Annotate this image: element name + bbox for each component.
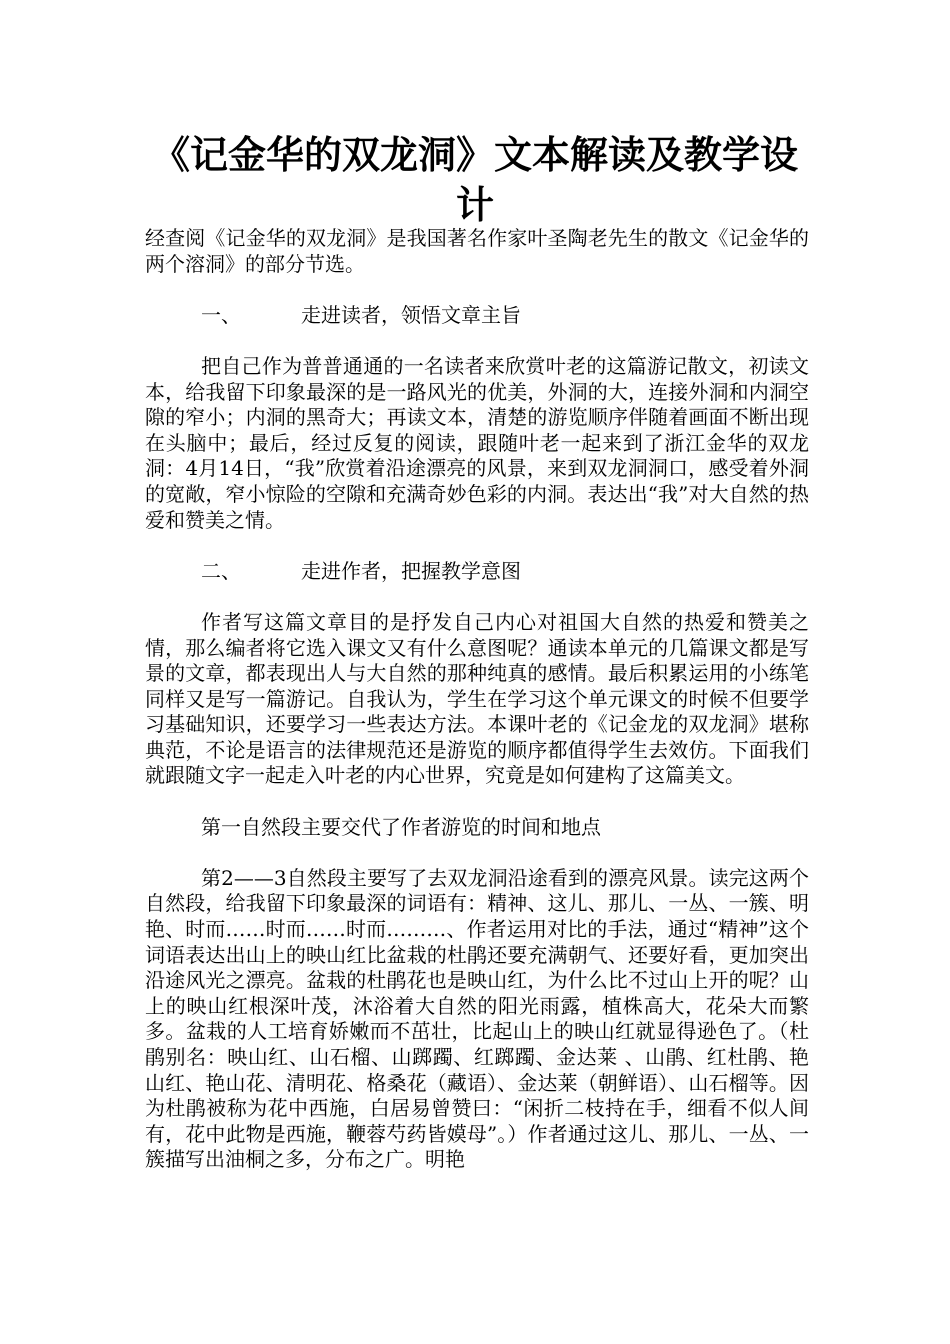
spacer: [145, 789, 809, 815]
document-body: [145, 226, 809, 1173]
section-number: 一、: [201, 302, 241, 327]
paragraph-4: 第2——3自然段主要写了去双龙洞沿途看到的漂亮风景。读完这两个自然段，给我留下印象最深的词语有：精神、这儿、那儿、一丛、一簇、明艳、时而……时而……时而………、作者运用对比的手法，通过“精神”这个词语表达出山上的映山红比盆栽的杜鹃还要充满朝气、还要好看，更加突出沿途风光之漂亮。盆栽的杜鹃花也是映山红，为什么比不过山上开的呢？山上的映山红根深叶茂，沐浴着大自然的阳光雨露，植株高大，花朵大而繁多。盆栽的人工培育娇嫩而不茁壮，比起山上的映山红就显得逊色了。（杜鹃别名：映山红、山石榴、山踯躅、红踯躅、金达莱 、山鹃、红杜鹃、艳山红、艳山花、清明花、格桑花（藏语）、金达莱（朝鲜语）、山石榴等。因为杜鹃被称为花中西施，白居易曾赞曰：“闲折二枝持在手，细看不似人间有，花中此物是西施，鞭蓉芍药皆嫫母”。）作者通过这儿、那儿、一丛、一簇描写出油桐之多，分布之广。明艳: [145, 865, 809, 1172]
section-heading-1: [145, 303, 809, 329]
spacer: [145, 277, 809, 303]
paragraph-2: 作者写这篇文章目的是抒发自己内心对祖国大自然的热爱和赞美之情，那么编者将它选入课文又有什么意图呢？通读本单元的几篇课文都是写景的文章，都表现出人与大自然的那种纯真的感情。最后积累运用的小练笔同样又是写一篇游记。自我认为，学生在学习这个单元课文的时候不但要学习基础知识，还要学习一些表达方法。本课叶老的《记金龙的双龙洞》堪称典范，不论是语言的法律规范还是游览的顺序都值得学生去效仿。下面我们就跟随文字一起走入叶老的内心世界，究竟是如何建构了这篇美文。: [145, 609, 809, 788]
paragraph-3: 第一自然段主要交代了作者游览的时间和地点: [201, 814, 601, 839]
spacer: [145, 328, 809, 354]
section-number: 二、: [201, 558, 241, 583]
section-title: 走进读者，领悟文章主旨: [301, 302, 521, 327]
spacer: [145, 533, 809, 559]
spacer: [145, 840, 809, 866]
document-title: 《记金华的双龙洞》文本解读及教学设计: [151, 132, 798, 227]
paragraph-1: 把自己作为普普通通的一名读者来欣赏叶老的这篇游记散文，初读文本，给我留下印象最深的是一路风光的优美，外洞的大，连接外洞和内洞空隙的窄小；内洞的黑奇大；再读文本，清楚的游览顺序伴随着画面不断出现在头脑中；最后，经过反复的阅读，跟随叶老一起来到了浙江金华的双龙洞：4月14日，“我”欣赏着沿途漂亮的风景，来到双龙洞洞口，感受着外洞的宽敞，窄小惊险的空隙和充满奇妙色彩的内洞。表达出“我”对大自然的热爱和赞美之情。: [145, 353, 809, 532]
section-heading-2: [145, 559, 809, 585]
spacer: [145, 584, 809, 610]
intro-paragraph: 经查阅《记金华的双龙洞》是我国著名作家叶圣陶老先生的散文《记金华的两个溶洞》的部分节选。: [145, 226, 809, 276]
section-title: 走进作者，把握教学意图: [301, 558, 521, 583]
